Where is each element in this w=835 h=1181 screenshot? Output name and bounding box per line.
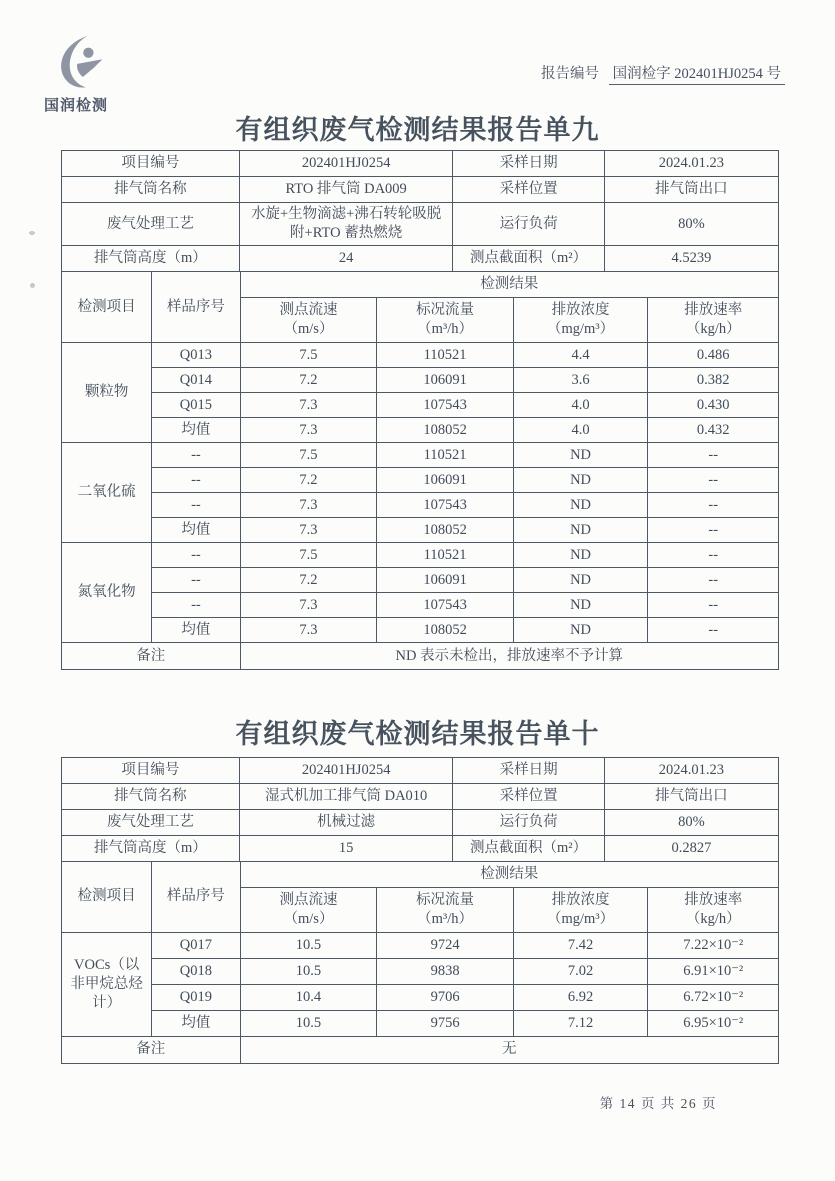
report9-info-table [61,150,779,272]
result-cell: 6.91×10⁻² [648,959,779,985]
col-header-rate: 排放速率 （kg/h） [648,888,779,933]
info-value: 排气筒出口 [604,784,778,810]
result-cell: 10.4 [240,985,377,1011]
result-cell: 108052 [377,618,513,643]
info-label: 废气处理工艺 [62,203,240,246]
result-cell: 6.72×10⁻² [648,985,779,1011]
company-logo [44,34,144,115]
info-value: RTO 排气筒 DA009 [239,177,453,203]
info-label: 采样日期 [453,758,604,784]
pollutant-name: 颗粒物 [62,343,152,443]
sample-id: -- [152,593,240,618]
page-number: 第 14 页 共 26 页 [599,1096,717,1111]
scan-speck [29,231,35,235]
result-cell: 7.2 [240,568,377,593]
result-cell: ND [513,443,648,468]
result-cell: 7.3 [240,393,377,418]
result-cell: 7.12 [513,1011,648,1037]
result-cell: 10.5 [240,959,377,985]
sample-id: Q019 [152,985,240,1011]
result-cell: 108052 [377,418,513,443]
result-cell: -- [648,593,779,618]
col-header-sample: 样品序号 [152,272,240,343]
info-value: 80% [604,810,778,836]
info-label: 运行负荷 [453,203,604,246]
info-label: 测点截面积（m²） [453,246,604,272]
result-cell: 7.5 [240,343,377,368]
sample-id: Q018 [152,959,240,985]
col-header-flow: 标况流量 （m³/h） [377,298,513,343]
info-label: 采样日期 [453,151,604,177]
sample-id: 均值 [152,618,240,643]
info-label: 测点截面积（m²） [453,836,604,862]
sample-id: Q015 [152,393,240,418]
info-value: 水旋+生物滴滤+沸石转轮吸脱附+RTO 蓄热燃烧 [239,203,453,246]
result-cell: 7.5 [240,543,377,568]
report-number-label: 报告编号 [541,66,599,82]
result-cell: 107543 [377,493,513,518]
sample-id: Q014 [152,368,240,393]
result-cell: -- [648,493,779,518]
sample-id: -- [152,468,240,493]
result-cell: 10.5 [240,933,377,959]
sample-id: 均值 [152,518,240,543]
col-header-concentration: 排放浓度 （mg/m³） [513,298,648,343]
result-cell: 7.2 [240,468,377,493]
result-cell: 106091 [377,468,513,493]
info-value: 0.2827 [604,836,778,862]
result-cell: ND [513,543,648,568]
result-cell: 7.3 [240,618,377,643]
report10-info-table [61,757,779,862]
info-value: 排气筒出口 [604,177,778,203]
col-header-result: 检测结果 [240,862,778,888]
col-header-speed: 测点流速 （m/s） [240,298,377,343]
sample-id: -- [152,568,240,593]
col-header-flow: 标况流量 （m³/h） [377,888,513,933]
result-cell: 7.5 [240,443,377,468]
remark-label: 备注 [62,643,241,670]
col-header-sample: 样品序号 [152,862,240,933]
result-cell: 0.430 [648,393,779,418]
info-value: 80% [604,203,778,246]
info-label: 采样位置 [453,177,604,203]
result-cell: 7.3 [240,493,377,518]
result-cell: -- [648,618,779,643]
report10-results-table [61,861,779,1064]
result-cell: 106091 [377,568,513,593]
result-cell: 9838 [377,959,513,985]
result-cell: ND [513,618,648,643]
sample-id: 均值 [152,1011,240,1037]
result-cell: 7.02 [513,959,648,985]
sample-id: 均值 [152,418,240,443]
result-cell: 0.432 [648,418,779,443]
result-cell: 10.5 [240,1011,377,1037]
result-cell: ND [513,593,648,618]
remark-label: 备注 [62,1037,241,1064]
result-cell: 106091 [377,368,513,393]
info-label: 排气筒名称 [62,784,240,810]
result-cell: 6.92 [513,985,648,1011]
col-header-concentration: 排放浓度 （mg/m³） [513,888,648,933]
result-cell: 4.4 [513,343,648,368]
info-value: 202401HJ0254 [239,758,453,784]
result-cell: 7.3 [240,518,377,543]
logo-text: 国润检测 [44,97,109,114]
info-value: 24 [239,246,453,272]
result-cell: 9724 [377,933,513,959]
result-cell: 7.3 [240,418,377,443]
col-header-result: 检测结果 [240,272,778,298]
result-cell: ND [513,568,648,593]
info-value: 4.5239 [604,246,778,272]
result-cell: 108052 [377,518,513,543]
result-cell: 7.3 [240,593,377,618]
result-cell: 3.6 [513,368,648,393]
result-cell: 4.0 [513,393,648,418]
report10-table [61,757,779,1064]
report-number [541,62,785,83]
remark-value: 无 [240,1037,778,1064]
info-value: 2024.01.23 [604,758,778,784]
sample-id: -- [152,493,240,518]
result-cell: 7.22×10⁻² [648,933,779,959]
result-cell: 110521 [377,343,513,368]
result-cell: 6.95×10⁻² [648,1011,779,1037]
sample-id: Q017 [152,933,240,959]
result-cell: 7.42 [513,933,648,959]
result-cell: ND [513,468,648,493]
result-cell: ND [513,493,648,518]
report9-table [61,150,779,670]
logo-icon [52,34,108,92]
info-label: 项目编号 [62,758,240,784]
col-header-speed: 测点流速 （m/s） [240,888,377,933]
result-cell: 110521 [377,443,513,468]
result-cell: -- [648,468,779,493]
result-cell: 4.0 [513,418,648,443]
pollutant-name: 二氧化硫 [62,443,152,543]
result-cell: -- [648,443,779,468]
info-label: 排气筒高度（m） [62,836,240,862]
result-cell: 0.382 [648,368,779,393]
info-label: 项目编号 [62,151,240,177]
report-number-value: 国润检字 202401HJ0254 号 [609,66,785,85]
result-cell: ND [513,518,648,543]
remark-value: ND 表示未检出，排放速率不予计算 [240,643,778,670]
scan-speck [30,283,35,288]
col-header-rate: 排放速率 （kg/h） [648,298,779,343]
report10-title: 有组织废气检测结果报告单十 [235,719,600,749]
result-cell: -- [648,518,779,543]
result-cell: 9706 [377,985,513,1011]
info-value: 15 [239,836,453,862]
result-cell: 7.2 [240,368,377,393]
sample-id: -- [152,443,240,468]
report9-title: 有组织废气检测结果报告单九 [235,115,600,145]
col-header-item: 检测项目 [62,862,152,933]
info-value: 湿式机加工排气筒 DA010 [239,784,453,810]
result-cell: -- [648,568,779,593]
info-value: 2024.01.23 [604,151,778,177]
info-label: 采样位置 [453,784,604,810]
result-cell: 110521 [377,543,513,568]
col-header-item: 检测项目 [62,272,152,343]
result-cell: 9756 [377,1011,513,1037]
result-cell: 107543 [377,393,513,418]
info-label: 排气筒名称 [62,177,240,203]
info-label: 运行负荷 [453,810,604,836]
report9-results-table [61,271,779,670]
info-label: 废气处理工艺 [62,810,240,836]
info-label: 排气筒高度（m） [62,246,240,272]
result-cell: 107543 [377,593,513,618]
info-value: 202401HJ0254 [239,151,453,177]
info-value: 机械过滤 [239,810,453,836]
sample-id: -- [152,543,240,568]
result-cell: -- [648,543,779,568]
pollutant-name: VOCs（以非甲烷总烃计） [62,933,152,1037]
pollutant-name: 氮氧化物 [62,543,152,643]
result-cell: 0.486 [648,343,779,368]
sample-id: Q013 [152,343,240,368]
